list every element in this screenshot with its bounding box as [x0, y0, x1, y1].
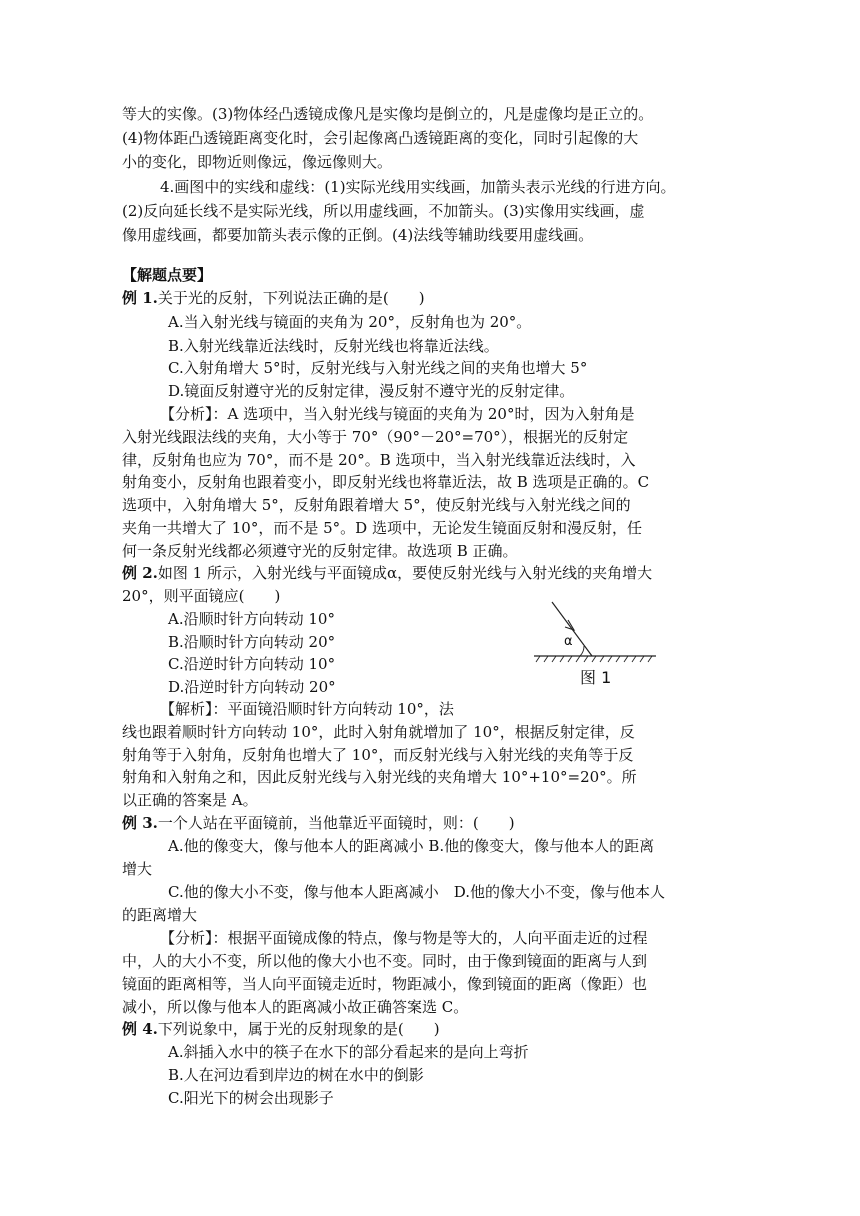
option-ab: A.他的像变大，像与他本人的距离减小 B.他的像变大，像与他本人的距离 — [168, 837, 655, 855]
example-label: 例 4. — [122, 1020, 158, 1038]
text-line: (4)物体距凸透镜距离变化时，会引起像离凸透镜距离的变化，同时引起像的大 — [122, 129, 639, 147]
analysis-line: 以正确的答案是 A。 — [122, 791, 258, 809]
option-cd: C.他的像大小不变，像与他本人距离减小 D.他的像大小不变，像与他本人 — [168, 883, 665, 901]
analysis-line: 【分析】：根据平面镜成像的特点，像与物是等大的，人向平面走近的过程 — [160, 929, 648, 947]
analysis-line: 选项中，入射角增大 5°，反射角跟着增大 5°，使反射光线与入射光线之间的 — [122, 496, 631, 514]
option-d: D.镜面反射遵守光的反射定律，漫反射不遵守光的反射定律。 — [168, 382, 575, 400]
text-line: (2)反向延长线不是实际光线，所以用虚线画，不加箭头。(3)实像用实线画，虚 — [122, 202, 645, 220]
option-a: A.斜插入水中的筷子在水下的部分看起来的是向上弯折 — [168, 1043, 529, 1061]
question-text: 下列说象中，属于光的反射现象的是( ) — [157, 1020, 440, 1038]
angle-alpha-label: α — [564, 634, 573, 649]
example-label: 例 1. — [122, 289, 158, 307]
example-1-question — [122, 288, 742, 308]
analysis-line: 律，反射角也应为 70°，而不是 20°。B 选项中，当入射光线靠近法线时，入 — [122, 451, 636, 469]
option-c: C.阳光下的树会出现影子 — [168, 1089, 334, 1107]
analysis-line: 减小，所以像与他本人的距离减小故正确答案选 C。 — [122, 998, 469, 1016]
text-line: 4.画图中的实线和虚线：(1)实际光线用实线画，加箭头表示光线的行进方向。 — [160, 178, 676, 196]
text-line: 等大的实像。(3)物体经凸透镜成像凡是实像均是倒立的，凡是虚像均是正立的。 — [122, 105, 654, 123]
analysis-line: 射角变小，反射角也跟着变小，即反射光线也将靠近法，故 B 选项是正确的。C — [122, 473, 650, 491]
question-text: 一个人站在平面镜前，当他靠近平面镜时，则：( ) — [157, 814, 515, 832]
question-text: 如图 1 所示，入射光线与平面镜成α，要使反射光线与入射光线的夹角增大 — [157, 564, 653, 582]
analysis-line: 夹角一共增大了 10°，而不是 5°。D 选项中，无论发生镜面反射和漫反射，任 — [122, 519, 642, 537]
example-label: 例 3. — [122, 814, 158, 832]
example-2-question — [122, 563, 742, 583]
example-3-question — [122, 813, 742, 833]
option-cd-cont: 的距离增大 — [122, 906, 198, 924]
analysis-line: 射角和入射角之和，因此反射光线与入射光线的夹角增大 10°+10°=20°。所 — [122, 768, 637, 786]
analysis-line: 何一条反射光线都必须遵守光的反射定律。故选项 B 正确。 — [122, 542, 518, 560]
option-a: A.沿顺时针方向转动 10° — [168, 610, 335, 628]
analysis-line: 线也跟着顺时针方向转动 10°，此时入射角就增加了 10°，根据反射定律，反 — [122, 723, 635, 741]
option-b: B.入射光线靠近法线时，反射光线也将靠近法线。 — [168, 337, 499, 355]
figure-caption: 图 1 — [580, 668, 612, 687]
section-title: 【解题点要】 — [122, 266, 213, 284]
option-a: A.当入射光线与镜面的夹角为 20°，反射角也为 20°。 — [168, 313, 532, 331]
option-c: C.入射角增大 5°时，反射光线与入射光线之间的夹角也增大 5° — [168, 359, 588, 377]
question-text: 关于光的反射，下列说法正确的是( ) — [157, 289, 425, 307]
analysis-line: 镜面的距离相等，当人向平面镜走近时，物距减小，像到镜面的距离（像距）也 — [122, 975, 648, 993]
analysis-line: 入射光线跟法线的夹角，大小等于 70°（90°－20°=70°），根据光的反射定 — [122, 428, 629, 446]
text-line: 像用虚线画，都要加箭头表示像的正倒。(4)法线等辅助线要用虚线画。 — [122, 226, 594, 244]
example-4-question — [122, 1019, 742, 1039]
analysis-line: 【解析】：平面镜沿顺时针方向转动 10°，法 — [160, 700, 454, 718]
option-b: B.沿顺时针方向转动 20° — [168, 633, 336, 651]
analysis-line: 射角等于入射角，反射角也增大了 10°，而反射光线与入射光线的夹角等于反 — [122, 746, 634, 764]
example-label: 例 2. — [122, 564, 158, 582]
option-d: D.沿逆时针方向转动 20° — [168, 678, 336, 696]
analysis-line: 【分析】：A 选项中，当入射光线与镜面的夹角为 20°时，因为入射角是 — [160, 405, 635, 423]
option-b: B.人在河边看到岸边的树在水中的倒影 — [168, 1066, 424, 1084]
option-c: C.沿逆时针方向转动 10° — [168, 655, 336, 673]
question-text: 20°，则平面镜应( ) — [122, 587, 281, 605]
analysis-line: 中，人的大小不变，所以他的像大小也不变。同时，由于像到镜面的距离与人到 — [122, 952, 648, 970]
option-ab-cont: 增大 — [122, 860, 153, 878]
text-line: 小的变化，即物近则像远，像远像则大。 — [122, 153, 393, 171]
